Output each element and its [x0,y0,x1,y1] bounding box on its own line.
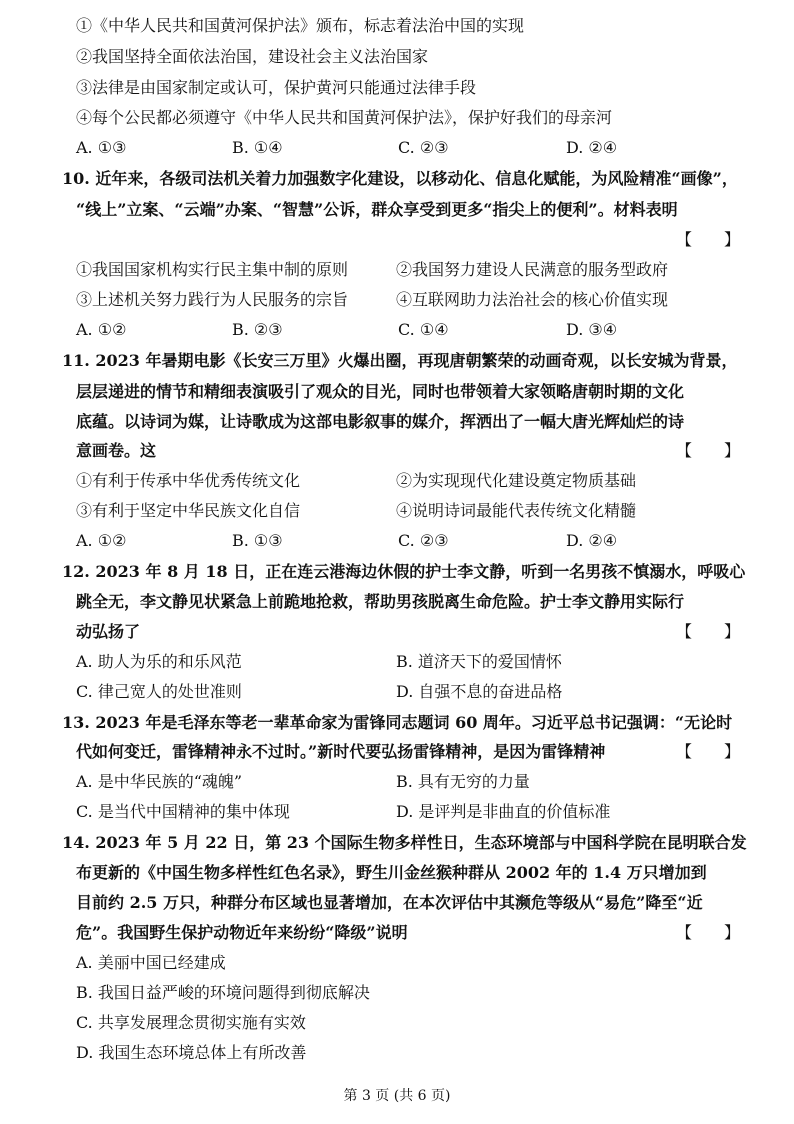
q11-stem-line-4: 意画卷。这 [76,441,157,460]
q10-statement-4: ④互联网助力法治社会的核心价值实现 [396,290,669,309]
q9-option-c: C. ②③ [398,138,449,157]
q13-option-a: A. 是中华民族的“魂魄” [76,772,243,791]
q10-statement-2: ②我国努力建设人民满意的服务型政府 [396,260,669,279]
q13-stem-line-1: 13. 2023 年是毛泽东等老一辈革命家为雷锋同志题词 60 周年。习近平总书记强调：“无论时 [62,713,733,732]
q14-option-d: D. 我国生态环境总体上有所改善 [76,1043,307,1062]
q9-statement-2: ②我国坚持全面依法治国，建设社会主义法治国家 [76,47,429,66]
q10-answer-bracket: 【 】 [676,230,741,249]
q12-option-a: A. 助人为乐的和乐风范 [76,652,242,671]
q9-option-b: B. ①④ [232,138,283,157]
q12-answer-bracket: 【 】 [676,622,741,641]
q12-option-d: D. 自强不息的奋进品格 [396,682,563,701]
q13-stem-line-2: 代如何变迁，雷锋精神永不过时。”新时代要弘扬雷锋精神，是因为雷锋精神 [76,742,606,761]
q9-statement-3: ③法律是由国家制定或认可，保护黄河只能通过法律手段 [76,78,477,97]
q14-stem-line-1: 14. 2023 年 5 月 22 日，第 23 个国际生物多样性日，生态环境部与中国科学院在昆明联合发 [62,833,747,852]
q14-option-b: B. 我国日益严峻的环境问题得到彻底解决 [76,983,370,1002]
q11-option-d: D. ②④ [566,531,618,550]
q14-answer-bracket: 【 】 [676,923,741,942]
q14-stem-line-2: 布更新的《中国生物多样性红色名录》，野生川金丝猴种群从 2002 年的 1.4 万只增加到 [76,863,707,882]
q12-stem-line-3: 动弘扬了 [76,622,141,641]
q10-option-b: B. ②③ [232,320,283,339]
q9-statement-4: ④每个公民都必须遵守《中华人民共和国黄河保护法》，保护好我们的母亲河 [76,108,613,127]
q14-option-c: C. 共享发展理念贯彻实施有实效 [76,1013,306,1032]
q11-statement-1: ①有利于传承中华优秀传统文化 [76,471,301,490]
q9-statement-1: ①《中华人民共和国黄河保护法》颁布，标志着法治中国的实现 [76,16,525,35]
q11-statement-2: ②为实现现代化建设奠定物质基础 [396,471,637,490]
q11-stem-line-2: 层层递进的情节和精细表演吸引了观众的目光，同时也带领着大家领略唐朝时期的文化 [76,382,685,401]
q9-option-d: D. ②④ [566,138,618,157]
q11-answer-bracket: 【 】 [676,441,741,460]
q10-statement-3: ③上述机关努力践行为人民服务的宗旨 [76,290,349,309]
q11-statement-3: ③有利于坚定中华民族文化自信 [76,501,301,520]
q12-stem-line-2: 跳全无，李文静见状紧急上前跪地抢救，帮助男孩脱离生命危险。护士李文静用实际行 [76,592,685,611]
q10-option-c: C. ①④ [398,320,449,339]
q14-stem-line-3: 目前约 2.5 万只，种群分布区域也显著增加，在本次评估中其濒危等级从“易危”降至“近 [76,893,703,912]
q10-option-d: D. ③④ [566,320,618,339]
q12-stem-line-1: 12. 2023 年 8 月 18 日，正在连云港海边休假的护士李文静，听到一名男孩不慎溺水，呼吸心 [62,562,746,581]
q13-option-b: B. 具有无穷的力量 [396,772,530,791]
q12-option-b: B. 道济天下的爱国情怀 [396,652,562,671]
q14-option-a: A. 美丽中国已经建成 [76,953,226,972]
q9-option-a: A. ①③ [76,138,127,157]
q11-option-c: C. ②③ [398,531,449,550]
q11-statement-4: ④说明诗词最能代表传统文化精髓 [396,501,637,520]
q13-option-d: D. 是评判是非曲直的价值标准 [396,802,611,821]
q10-stem-line-2: “线上”立案、“云端”办案、“智慧”公诉，群众享受到更多“指尖上的便利”。材料表明 [76,200,678,219]
q13-option-c: C. 是当代中国精神的集中体现 [76,802,290,821]
q10-statement-1: ①我国国家机构实行民主集中制的原则 [76,260,349,279]
page-number: 第 3 页 (共 6 页) [343,1088,451,1104]
q11-stem-line-1: 11. 2023 年暑期电影《长安三万里》火爆出圈，再现唐朝繁荣的动画奇观，以长安城为背景， [62,351,738,370]
q10-option-a: A. ①② [76,320,127,339]
q11-option-a: A. ①② [76,531,127,550]
q11-stem-line-3: 底蕴。以诗词为媒，让诗歌成为这部电影叙事的媒介，挥洒出了一幅大唐光辉灿烂的诗 [76,412,685,431]
q13-answer-bracket: 【 】 [676,742,741,761]
q14-stem-line-4: 危”。我国野生保护动物近年来纷纷“降级”说明 [76,923,408,942]
q12-option-c: C. 律己宽人的处世准则 [76,682,242,701]
q10-stem-line-1: 10. 近年来，各级司法机关着力加强数字化建设，以移动化、信息化赋能，为风险精准“画像”， [62,169,738,188]
q11-option-b: B. ①③ [232,531,283,550]
